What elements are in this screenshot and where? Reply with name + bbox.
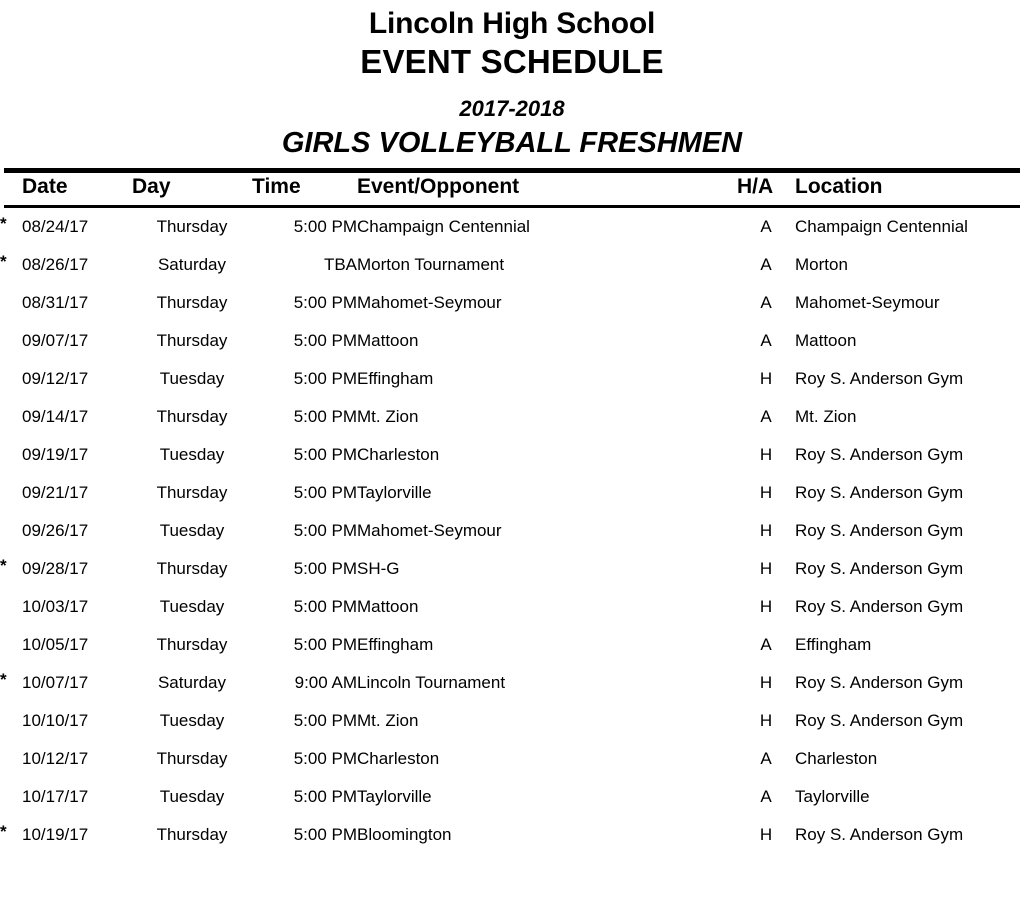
event-opponent: Mt. Zion bbox=[357, 407, 419, 426]
event-opponent: Effingham bbox=[357, 369, 434, 388]
event-time: 5:00 PM bbox=[293, 559, 357, 578]
event-day: Saturday bbox=[157, 255, 227, 274]
event-opponent: Charleston bbox=[357, 749, 440, 768]
event-date: 10/03/17 bbox=[22, 597, 89, 616]
event-location: Roy S. Anderson Gym bbox=[795, 369, 964, 388]
event-opponent: SH-G bbox=[357, 559, 400, 578]
event-day: Thursday bbox=[156, 217, 228, 236]
event-location: Mt. Zion bbox=[795, 407, 857, 426]
event-day: Thursday bbox=[156, 559, 228, 578]
event-home-away: H bbox=[759, 483, 773, 502]
table-row bbox=[0, 588, 1024, 626]
season-label: 2017-2018 bbox=[459, 96, 565, 121]
event-time: 5:00 PM bbox=[293, 369, 357, 388]
event-location: Roy S. Anderson Gym bbox=[795, 597, 964, 616]
event-date: 10/05/17 bbox=[22, 635, 89, 654]
event-day: Thursday bbox=[156, 825, 228, 844]
event-location: Roy S. Anderson Gym bbox=[795, 521, 964, 540]
event-location: Mattoon bbox=[795, 331, 857, 350]
event-location: Charleston bbox=[795, 749, 878, 768]
event-time: 5:00 PM bbox=[293, 787, 357, 806]
event-date: 09/14/17 bbox=[22, 407, 89, 426]
event-day: Thursday bbox=[156, 407, 228, 426]
event-flag bbox=[0, 740, 22, 778]
event-opponent: Taylorville bbox=[357, 787, 432, 806]
table-row bbox=[0, 208, 1024, 246]
event-date: 09/07/17 bbox=[22, 331, 89, 350]
event-home-away: H bbox=[759, 559, 773, 578]
table-row bbox=[0, 436, 1024, 474]
table-row bbox=[0, 626, 1024, 664]
event-home-away: A bbox=[760, 787, 772, 806]
event-home-away: A bbox=[760, 217, 772, 236]
event-date: 08/31/17 bbox=[22, 293, 89, 312]
event-time: 5:00 PM bbox=[293, 331, 357, 350]
table-row bbox=[0, 550, 1024, 588]
event-home-away: H bbox=[759, 521, 773, 540]
column-header-ha: H/A bbox=[737, 175, 774, 198]
column-header-star bbox=[0, 173, 22, 205]
event-home-away: H bbox=[759, 445, 773, 464]
event-flag: * bbox=[0, 822, 7, 841]
column-header-time: Time bbox=[252, 175, 301, 198]
event-date: 10/19/17 bbox=[22, 825, 89, 844]
event-day: Thursday bbox=[156, 635, 228, 654]
event-opponent: Mahomet-Seymour bbox=[357, 521, 502, 540]
event-time: 5:00 PM bbox=[293, 407, 357, 426]
event-date: 10/12/17 bbox=[22, 749, 89, 768]
event-time: 5:00 PM bbox=[293, 749, 357, 768]
event-location: Roy S. Anderson Gym bbox=[795, 445, 964, 464]
event-day: Thursday bbox=[156, 293, 228, 312]
event-location: Taylorville bbox=[795, 787, 870, 806]
event-opponent: Morton Tournament bbox=[357, 255, 505, 274]
event-flag bbox=[0, 474, 22, 512]
event-location: Effingham bbox=[795, 635, 872, 654]
table-row bbox=[0, 702, 1024, 740]
table-row bbox=[0, 322, 1024, 360]
event-date: 10/07/17 bbox=[22, 673, 89, 692]
event-home-away: A bbox=[760, 255, 772, 274]
event-date: 09/19/17 bbox=[22, 445, 89, 464]
event-opponent: Mattoon bbox=[357, 597, 419, 616]
table-row bbox=[0, 740, 1024, 778]
event-day: Tuesday bbox=[159, 711, 225, 730]
table-row bbox=[0, 778, 1024, 816]
column-header-location: Location bbox=[795, 175, 883, 198]
event-opponent: Charleston bbox=[357, 445, 440, 464]
event-opponent: Champaign Centennial bbox=[357, 217, 530, 236]
event-date: 10/10/17 bbox=[22, 711, 89, 730]
event-flag bbox=[0, 398, 22, 436]
event-flag bbox=[0, 778, 22, 816]
event-opponent: Taylorville bbox=[357, 483, 432, 502]
table-row bbox=[0, 512, 1024, 550]
event-home-away: A bbox=[760, 331, 772, 350]
event-flag bbox=[0, 284, 22, 322]
event-date: 09/28/17 bbox=[22, 559, 89, 578]
column-header-day: Day bbox=[132, 175, 171, 198]
schedule-table bbox=[0, 173, 1024, 205]
table-row bbox=[0, 284, 1024, 322]
table-row bbox=[0, 474, 1024, 512]
schedule-table-body bbox=[0, 208, 1024, 854]
sport-label: GIRLS VOLLEYBALL FRESHMEN bbox=[281, 127, 743, 159]
event-time: 9:00 AM bbox=[294, 673, 357, 692]
event-home-away: H bbox=[759, 597, 773, 616]
event-date: 09/12/17 bbox=[22, 369, 89, 388]
event-home-away: A bbox=[760, 635, 772, 654]
event-location: Morton bbox=[795, 255, 848, 274]
event-time: 5:00 PM bbox=[293, 597, 357, 616]
event-day: Tuesday bbox=[159, 787, 225, 806]
event-day: Thursday bbox=[156, 483, 228, 502]
event-time: 5:00 PM bbox=[293, 635, 357, 654]
event-home-away: H bbox=[759, 711, 773, 730]
event-opponent: Effingham bbox=[357, 635, 434, 654]
event-date: 08/26/17 bbox=[22, 255, 89, 274]
event-opponent: Mattoon bbox=[357, 331, 419, 350]
event-flag: * bbox=[0, 556, 7, 575]
event-location: Champaign Centennial bbox=[795, 217, 968, 236]
event-flag bbox=[0, 436, 22, 474]
event-flag: * bbox=[0, 252, 7, 271]
event-date: 09/26/17 bbox=[22, 521, 89, 540]
table-row bbox=[0, 816, 1024, 854]
table-row bbox=[0, 398, 1024, 436]
event-day: Tuesday bbox=[159, 521, 225, 540]
event-flag bbox=[0, 322, 22, 360]
event-opponent: Mahomet-Seymour bbox=[357, 293, 502, 312]
event-time: 5:00 PM bbox=[293, 483, 357, 502]
table-row bbox=[0, 246, 1024, 284]
school-name: Lincoln High School bbox=[368, 7, 656, 40]
event-flag bbox=[0, 626, 22, 664]
event-location: Roy S. Anderson Gym bbox=[795, 825, 964, 844]
event-date: 08/24/17 bbox=[22, 217, 89, 236]
event-home-away: A bbox=[760, 407, 772, 426]
event-flag: * bbox=[0, 670, 7, 689]
event-date: 10/17/17 bbox=[22, 787, 89, 806]
event-time: 5:00 PM bbox=[293, 217, 357, 236]
event-day: Saturday bbox=[157, 673, 227, 692]
event-time: 5:00 PM bbox=[293, 521, 357, 540]
table-row bbox=[0, 664, 1024, 702]
table-header-row bbox=[0, 173, 1024, 205]
event-location: Roy S. Anderson Gym bbox=[795, 711, 964, 730]
event-time: 5:00 PM bbox=[293, 293, 357, 312]
event-location: Roy S. Anderson Gym bbox=[795, 673, 964, 692]
event-flag bbox=[0, 360, 22, 398]
event-location: Roy S. Anderson Gym bbox=[795, 559, 964, 578]
event-time: 5:00 PM bbox=[293, 825, 357, 844]
event-opponent: Lincoln Tournament bbox=[357, 673, 506, 692]
event-time: TBA bbox=[323, 255, 357, 274]
column-header-date: Date bbox=[22, 175, 68, 198]
event-day: Tuesday bbox=[159, 369, 225, 388]
event-home-away: H bbox=[759, 369, 773, 388]
document-header bbox=[0, 0, 1024, 161]
event-home-away: A bbox=[760, 749, 772, 768]
event-day: Tuesday bbox=[159, 597, 225, 616]
table-row bbox=[0, 360, 1024, 398]
event-home-away: A bbox=[760, 293, 772, 312]
event-home-away: H bbox=[759, 825, 773, 844]
event-flag: * bbox=[0, 214, 7, 233]
page-title: EVENT SCHEDULE bbox=[360, 43, 664, 80]
event-home-away: H bbox=[759, 673, 773, 692]
event-time: 5:00 PM bbox=[293, 445, 357, 464]
column-header-event: Event/Opponent bbox=[357, 175, 520, 198]
event-flag bbox=[0, 512, 22, 550]
event-flag bbox=[0, 588, 22, 626]
event-opponent: Mt. Zion bbox=[357, 711, 419, 730]
event-date: 09/21/17 bbox=[22, 483, 89, 502]
event-opponent: Bloomington bbox=[357, 825, 452, 844]
event-flag bbox=[0, 702, 22, 740]
event-location: Roy S. Anderson Gym bbox=[795, 483, 964, 502]
event-time: 5:00 PM bbox=[293, 711, 357, 730]
event-location: Mahomet-Seymour bbox=[795, 293, 940, 312]
event-day: Tuesday bbox=[159, 445, 225, 464]
event-day: Thursday bbox=[156, 749, 228, 768]
event-day: Thursday bbox=[156, 331, 228, 350]
